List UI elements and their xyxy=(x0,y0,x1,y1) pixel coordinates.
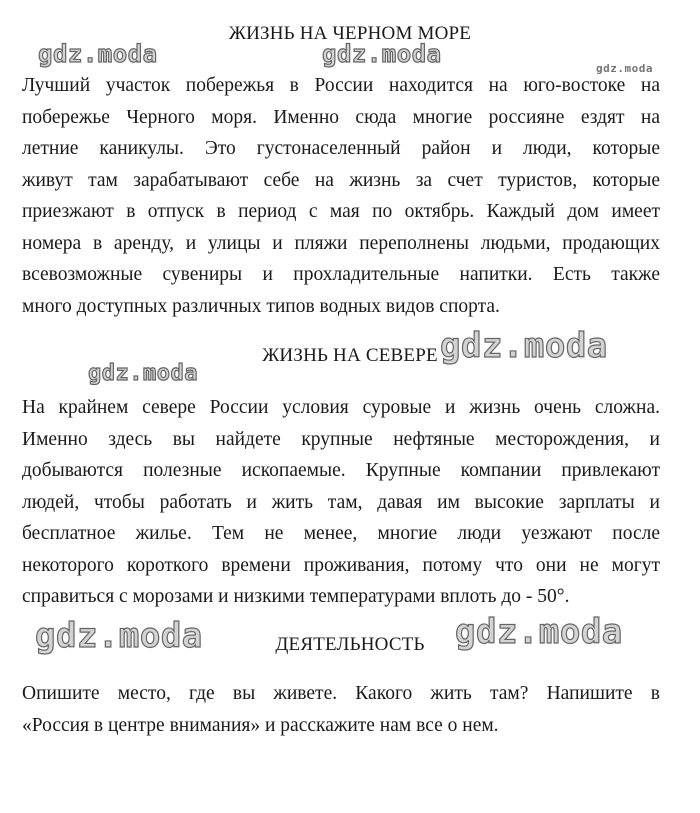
paragraph-line: много доступных различных типов водных видов спорта. xyxy=(22,295,500,317)
watermark: gdz.moda xyxy=(322,40,442,68)
paragraph-line: живут там зарабатывают себе на жизнь за счет туристов, которые xyxy=(22,169,660,191)
paragraph-line: номера в аренду, и улицы и пляжи переполнены людьми, продающих xyxy=(22,232,660,254)
watermark: gdz.moda xyxy=(35,616,203,656)
paragraph-line: людей, чтобы работать и жить там, давая им высокие зарплаты и xyxy=(22,491,660,513)
paragraph-line: бесплатное жилье. Тем не менее, многие люди уезжают после xyxy=(22,523,660,544)
watermark: gdz.moda xyxy=(88,361,198,386)
paragraph-line: Лучший участок побережья в России находится на юго-востоке на xyxy=(22,75,660,96)
paragraph-line: На крайнем севере России условия суровые и жизнь очень сложна. xyxy=(22,397,660,418)
paragraph-line: летние каникулы. Это густонаселенный район и люди, которые xyxy=(22,138,660,159)
paragraph-line: Опишите место, где вы живете. Какого жить там? Напишите в xyxy=(22,683,660,704)
section-title-black-sea: ЖИЗНЬ НА ЧЕРНОМ МОРЕ xyxy=(228,23,472,44)
paragraph-activity xyxy=(22,678,660,741)
paragraph-line: приезжают в отпуск в период с мая по октябрь. Каждый дом имеет xyxy=(22,201,660,222)
paragraph-black-sea xyxy=(22,70,660,322)
watermark: gdz.moda xyxy=(440,326,608,366)
watermark: gdz.moda xyxy=(38,40,158,68)
paragraph-line: всевозможные сувениры и прохладительные напитки. Есть также xyxy=(22,264,660,285)
paragraph-line: «Россия в центре внимания» и расскажите нам все о нем. xyxy=(22,714,499,736)
paragraph-line: Именно здесь вы найдете крупные нефтяные месторождения, и xyxy=(22,428,660,450)
section-title-activity: ДЕЯТЕЛЬНОСТЬ xyxy=(275,634,425,655)
paragraph-line: побережье Черного моря. Именно сюда многие россияне ездят на xyxy=(22,106,660,128)
watermark: gdz.moda xyxy=(455,612,623,652)
paragraph-line: некоторого короткого времени проживания, потому что они не могут xyxy=(22,554,660,576)
paragraph-line: добываются полезные ископаемые. Крупные компании привлекают xyxy=(22,460,660,481)
section-title-north: ЖИЗНЬ НА СЕВЕРЕ xyxy=(262,345,438,366)
watermark: gdz.moda xyxy=(596,62,653,75)
paragraph-line: справиться с морозами и низкими температурами вплоть до - 50°. xyxy=(22,586,570,607)
paragraph-north xyxy=(22,392,660,613)
